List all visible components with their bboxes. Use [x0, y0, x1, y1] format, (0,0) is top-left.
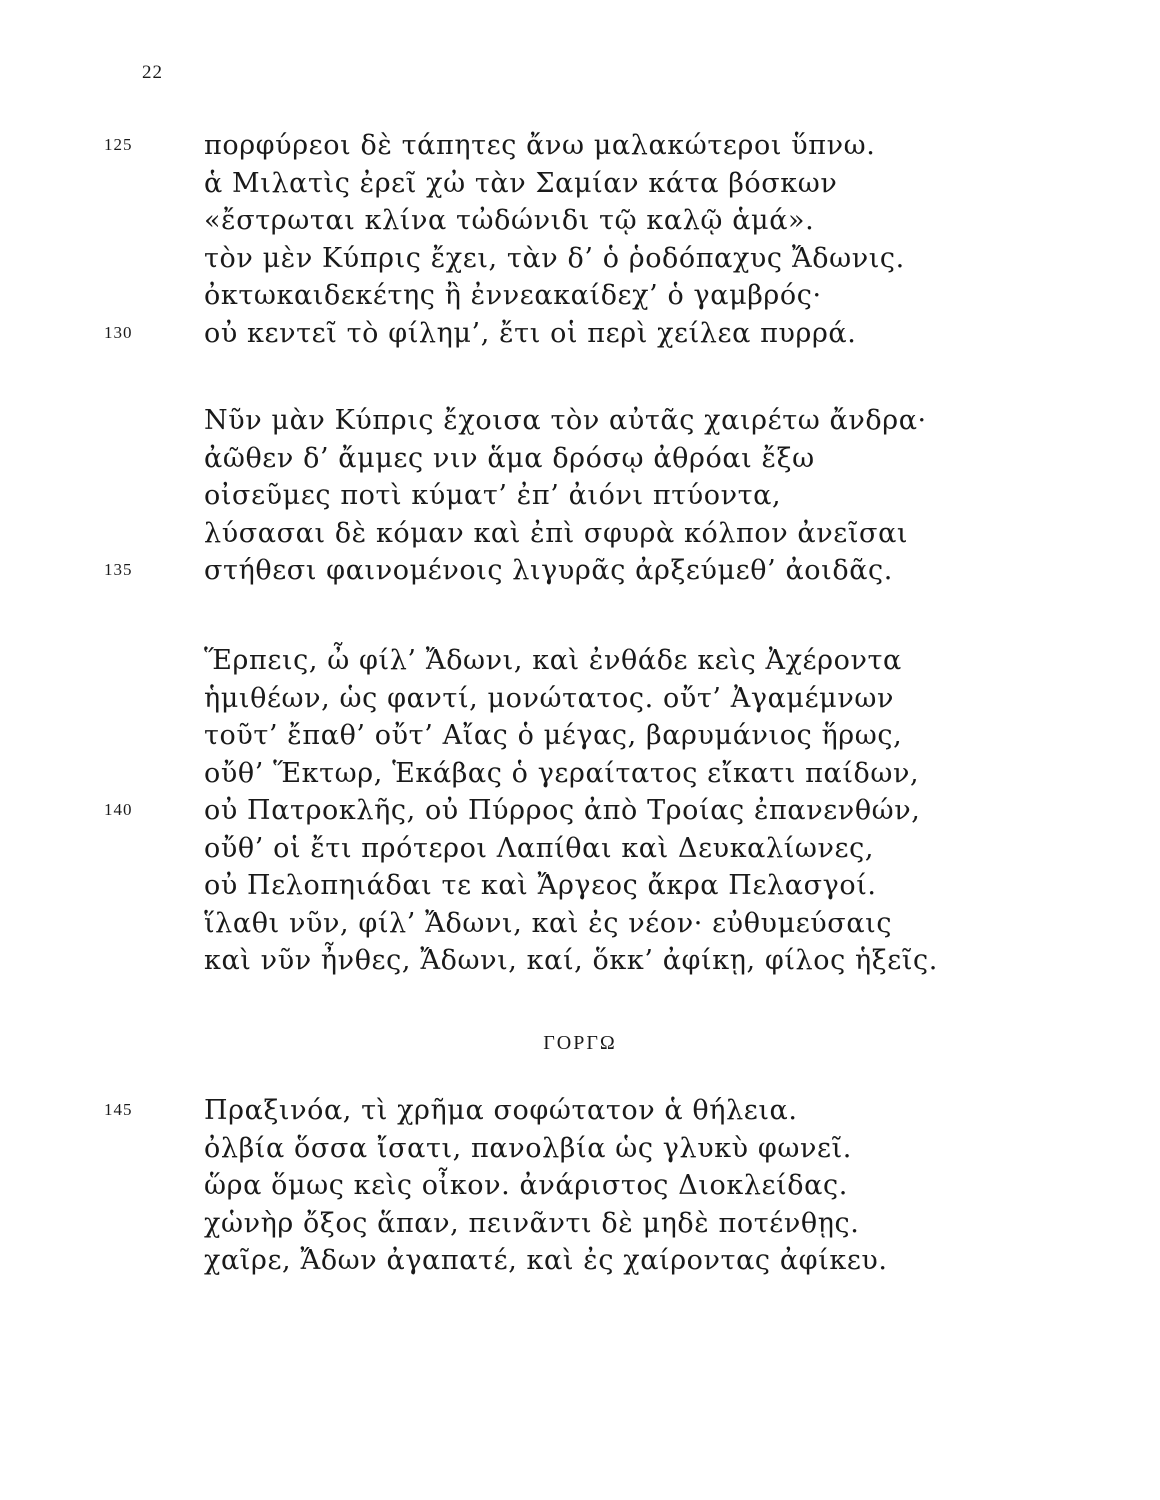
verse-line: [0, 755, 1160, 793]
verse-text: οὔθ’ Ἕκτωρ, Ἑκάβας ὁ γεραίτατος εἴκατι παίδων,: [204, 757, 920, 789]
verse-text: ὀλβία ὅσσα ἴσατι, πανολβία ὡς γλυκὺ φωνεῖ.: [204, 1132, 852, 1164]
verse-line: [0, 830, 1160, 868]
verse-line: [0, 402, 1160, 440]
verse-text: Νῦν μὰν Κύπρις ἔχοισα τὸν αὐτᾶς χαιρέτω ἄνδρα·: [204, 405, 927, 436]
verse-text: χὡνὴρ ὄξος ἅπαν, πεινᾶντι δὲ μηδὲ ποτένθῃς.: [204, 1207, 860, 1239]
verse-text: οὐ Πατροκλῆς, οὐ Πύρρος ἀπὸ Τροίας ἐπανενθών,: [204, 795, 921, 826]
verse-text: οἰσεῦμες ποτὶ κύματ’ ἐπ’ ἀιόνι πτύοντα,: [204, 480, 782, 511]
verse-line: [0, 905, 1160, 943]
verse-text: τοῦτ’ ἔπαθ’ οὔτ’ Αἴας ὁ μέγας, βαρυμάνιος ἥρως,: [204, 720, 903, 751]
verse-line: [0, 202, 1160, 240]
line-number: 140: [104, 800, 133, 819]
verse-line: [0, 680, 1160, 718]
verse-line: [0, 127, 1160, 165]
verse-line: [0, 240, 1160, 278]
verse-text: στήθεσι φαινομένοις λιγυρᾶς ἀρξεύμεθ’ ἀοιδᾶς.: [204, 555, 893, 586]
verse-text: Ἕρπεις, ὦ φίλ’ Ἄδωνι, καὶ ἐνθάδε κεὶς Ἀχέροντα: [204, 645, 902, 676]
verse-text: οὐ Πελοπηιάδαι τε καὶ Ἄργεος ἄκρα Πελασγοί.: [204, 870, 877, 901]
stanza-2: [0, 402, 1160, 590]
verse-text: καὶ νῦν ἦνθες, Ἄδωνι, καί, ὅκκ’ ἀφίκῃ, φίλος ἡξεῖς.: [204, 945, 938, 976]
verse-text: ὀκτωκαιδεκέτης ἢ ἐννεακαίδεχ’ ὁ γαμβρός·: [204, 280, 822, 311]
verse-text: χαῖρε, Ἄδων ἀγαπατέ, καὶ ἐς χαίροντας ἀφίκευ.: [204, 1245, 888, 1276]
verse-line: [0, 1205, 1160, 1243]
stanza-3: [0, 642, 1160, 980]
verse-line: [0, 315, 1160, 353]
verse-text: τὸν μὲν Κύπρις ἔχει, τὰν δ’ ὁ ῥοδόπαχυς Ἄδωνις.: [204, 242, 905, 274]
page-number: 22: [142, 62, 163, 83]
verse-text: οὔθ’ οἱ ἔτι πρότεροι Λαπίθαι καὶ Δευκαλίωνες,: [204, 832, 875, 864]
verse-line: [0, 552, 1160, 590]
verse-line: [0, 277, 1160, 315]
verse-text: Πραξινόα, τὶ χρῆμα σοφώτατον ἁ θήλεια.: [204, 1095, 798, 1126]
verse-line: [0, 1092, 1160, 1130]
verse-line: [0, 1167, 1160, 1205]
verse-text: πορφύρεοι δὲ τάπητες ἄνω μαλακώτεροι ὕπνω.: [204, 130, 876, 161]
stanza-gorgo: [0, 1092, 1160, 1280]
line-number: 135: [104, 560, 133, 579]
verse-line: [0, 440, 1160, 478]
verse-line: [0, 717, 1160, 755]
verse-line: [0, 515, 1160, 553]
line-number: 125: [104, 135, 133, 154]
stanza-1: [0, 127, 1160, 352]
verse-text: οὐ κεντεῖ τὸ φίλημ’, ἔτι οἱ περὶ χείλεα πυρρά.: [204, 317, 857, 349]
speaker-heading: ΓΟΡΓΩ: [543, 1032, 617, 1054]
verse-line: [0, 792, 1160, 830]
line-number: 130: [104, 322, 133, 342]
verse-text: ἁ Μιλατὶς ἐρεῖ χὠ τὰν Σαμίαν κάτα βόσκων: [204, 167, 838, 199]
verse-line: [0, 477, 1160, 515]
verse-line: [0, 1242, 1160, 1280]
verse-text: ἡμιθέων, ὡς φαντί, μονώτατος. οὔτ’ Ἀγαμέμνων: [204, 682, 894, 714]
verse-text: ὥρα ὅμως κεὶς οἶκον. ἀνάριστος Διοκλείδας.: [204, 1170, 848, 1201]
verse-line: [0, 867, 1160, 905]
verse-text: ἵλαθι νῦν, φίλ’ Ἄδωνι, καὶ ἐς νέον· εὐθυμεύσαις: [204, 907, 893, 939]
verse-line: [0, 642, 1160, 680]
verse-text: λύσασαι δὲ κόμαν καὶ ἐπὶ σφυρὰ κόλπον ἀνεῖσαι: [204, 517, 909, 549]
verse-text: «ἔστρωται κλίνα τὠδώνιδι τῷ καλῷ ἁμά».: [204, 205, 815, 236]
verse-line: [0, 942, 1160, 980]
verse-line: [0, 165, 1160, 203]
verse-line: [0, 1130, 1160, 1168]
line-number: 145: [104, 1100, 133, 1119]
verse-text: ἀῶθεν δ’ ἄμμες νιν ἅμα δρόσῳ ἀθρόαι ἔξω: [204, 442, 815, 474]
